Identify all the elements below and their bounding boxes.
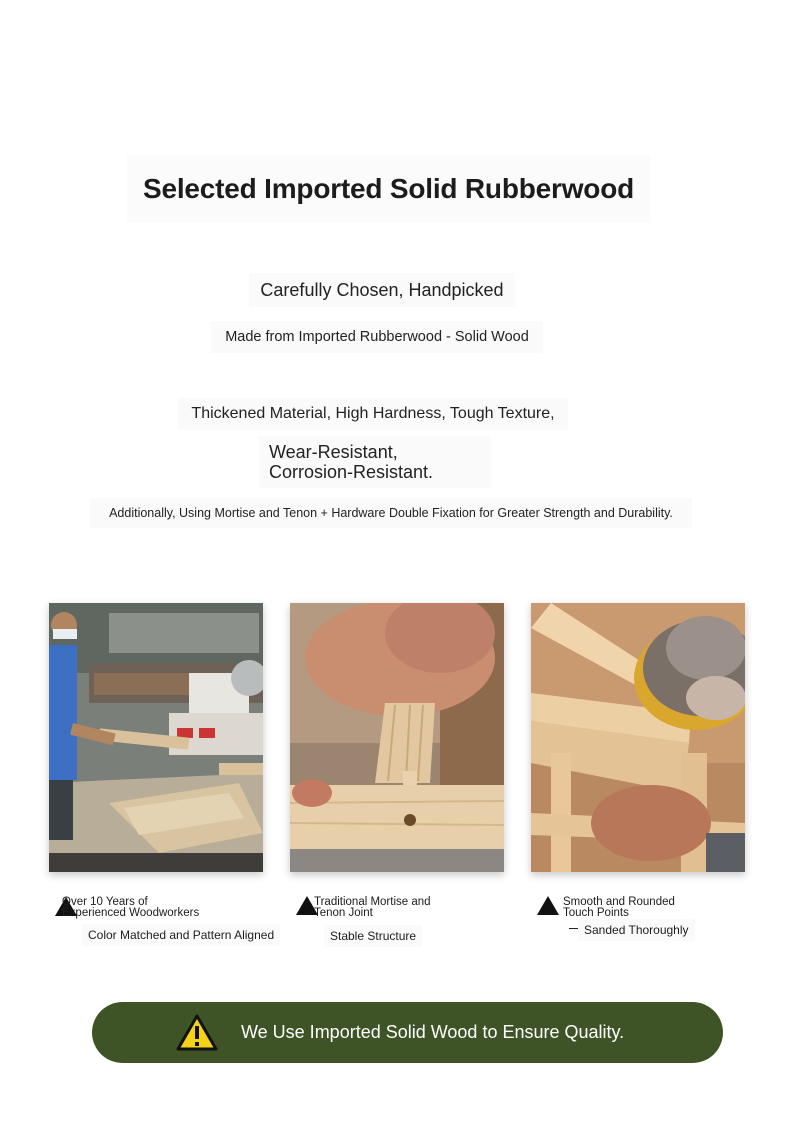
page-title: Selected Imported Solid Rubberwood (142, 173, 635, 204)
subtitle-material: Made from Imported Rubberwood - Solid Wood (211, 321, 543, 353)
warning-icon (176, 1014, 218, 1056)
feature-1-title-line-2: Experienced Woodworkers (62, 907, 200, 919)
feature-2-title-line-2: Tenon Joint (314, 907, 373, 919)
feature-1-title-line-1: Over 10 Years of (62, 896, 148, 908)
resistance-line-1: Wear-Resistant, (269, 442, 398, 462)
feature-3-subtitle: Sanded Thoroughly (578, 919, 695, 941)
feature-3-title (563, 897, 675, 919)
feature-2-subtitle: Stable Structure (324, 925, 422, 947)
subtitle-fixation: Additionally, Using Mortise and Tenon + Hardware Double Fixation for Greater Strength and Durability. (90, 498, 692, 528)
woodworker-photo (49, 603, 263, 872)
feature-1-subtitle: Color Matched and Pattern Aligned (82, 924, 280, 946)
mortise-tenon-photo (290, 603, 504, 872)
feature-3-title-line-2: Touch Points (563, 907, 629, 919)
triangle-marker-icon (537, 896, 559, 915)
banner-text: We Use Imported Solid Wood to Ensure Quality. (241, 1022, 625, 1042)
resistance-line-2: Corrosion-Resistant. (269, 462, 434, 482)
sanding-photo (531, 603, 745, 872)
feature-2-title (314, 897, 431, 919)
subtitle-properties: Thickened Material, High Hardness, Tough Texture, (178, 398, 568, 430)
feature-2-title-line-1: Traditional Mortise and (314, 896, 431, 908)
subtitle-resistance (259, 436, 491, 488)
title-box (127, 155, 650, 223)
quality-banner (92, 1002, 723, 1063)
subtitle-handpicked: Carefully Chosen, Handpicked (249, 273, 515, 307)
feature-1-title (62, 897, 199, 919)
feature-3-title-line-1: Smooth and Rounded (563, 896, 675, 908)
